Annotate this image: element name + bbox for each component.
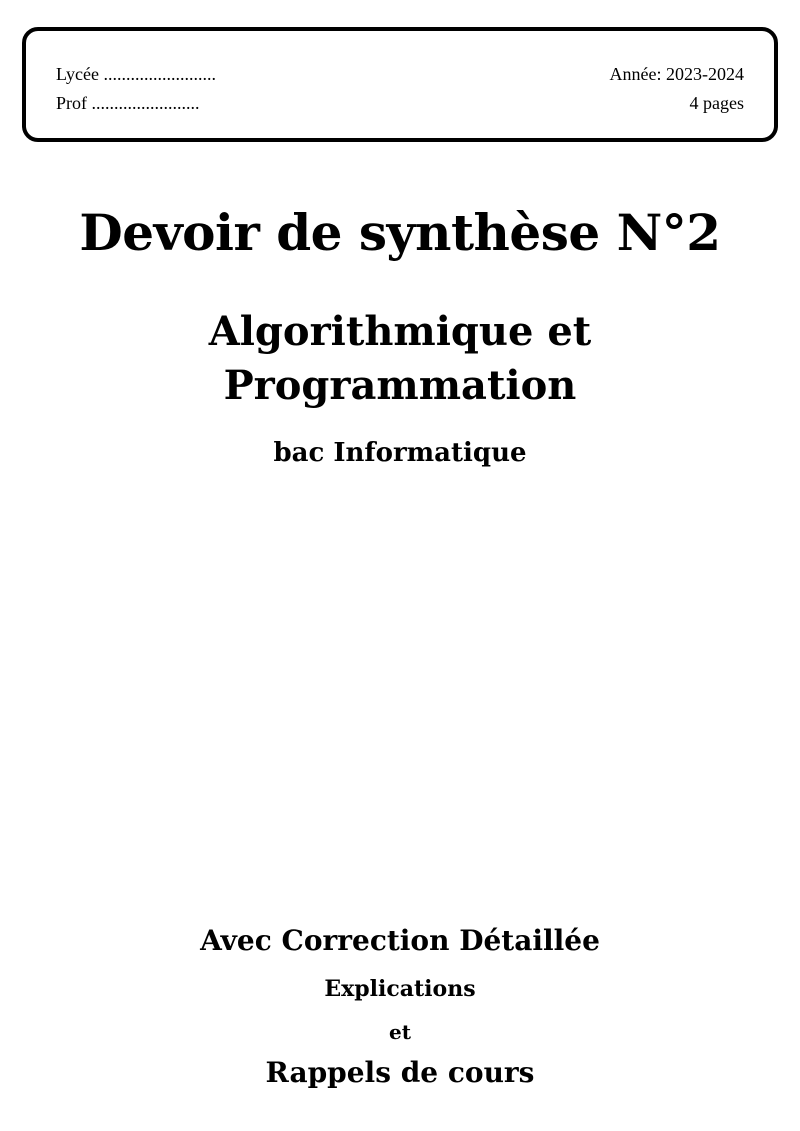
level-label: bac Informatique bbox=[273, 438, 527, 468]
footer-correction-label: Avec Correction Détaillée bbox=[200, 924, 600, 957]
subject-title bbox=[0, 305, 800, 413]
footer-explanations-label: Explications bbox=[324, 976, 476, 1002]
header-row-bottom bbox=[56, 93, 744, 114]
year-field: Année: 2023-2024 bbox=[609, 64, 744, 84]
teacher-field: Prof ........................ bbox=[56, 93, 200, 113]
school-field: Lycée ......................... bbox=[56, 64, 216, 84]
footer-course-reminders-label: Rappels de cours bbox=[265, 1056, 535, 1089]
subject-title-line2: Programmation bbox=[223, 362, 577, 409]
page-count-field: 4 pages bbox=[689, 93, 744, 113]
header-info-box bbox=[22, 27, 778, 142]
header-row-top bbox=[56, 64, 744, 85]
footer-conjunction-label: et bbox=[389, 1020, 411, 1044]
subject-title-line1: Algorithmique et bbox=[208, 308, 592, 355]
page-title: Devoir de synthèse N°2 bbox=[79, 203, 721, 262]
